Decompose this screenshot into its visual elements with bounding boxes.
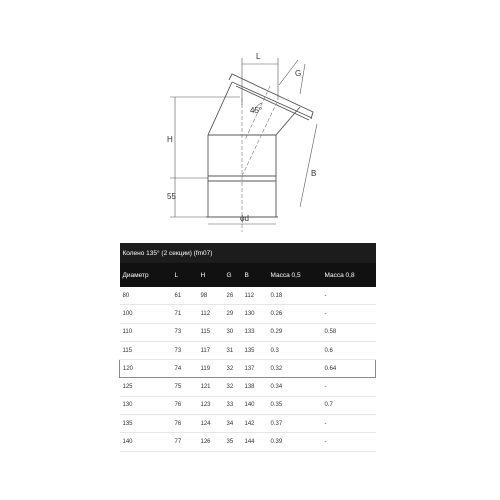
table-cell: 0.64 xyxy=(322,360,376,378)
table-cell: 75 xyxy=(172,378,198,396)
table-cell: 0.26 xyxy=(268,305,322,323)
table-cell: 130 xyxy=(242,305,268,323)
table-cell: - xyxy=(322,378,376,396)
table-cell: 126 xyxy=(198,433,224,451)
table-cell: 76 xyxy=(172,415,198,433)
table-cell: 142 xyxy=(242,415,268,433)
column-header: G xyxy=(224,263,242,287)
table-cell: 35 xyxy=(224,433,242,451)
table-cell: 120 xyxy=(120,360,172,378)
table-cell: 100 xyxy=(120,305,172,323)
table-cell: 130 xyxy=(120,396,172,414)
table-cell: 121 xyxy=(198,378,224,396)
table-cell: 124 xyxy=(198,415,224,433)
table-header-row xyxy=(120,263,376,287)
table-cell: 32 xyxy=(224,360,242,378)
table-cell: 0.18 xyxy=(268,287,322,305)
column-header: Масса 0,8 xyxy=(322,263,376,287)
table-cell: 140 xyxy=(120,433,172,451)
table-cell: 34 xyxy=(224,415,242,433)
table-title: Колено 135° (2 секции) (fm07) xyxy=(120,243,376,263)
table-cell: 0.35 xyxy=(268,396,322,414)
table-cell: 33 xyxy=(224,396,242,414)
dim-label-L: L xyxy=(256,52,261,61)
column-header: H xyxy=(198,263,224,287)
table-cell: 135 xyxy=(242,341,268,359)
table-body xyxy=(120,287,376,451)
table-row xyxy=(120,341,376,359)
table-row xyxy=(120,287,376,305)
table-cell: 0.37 xyxy=(268,415,322,433)
table-cell: 73 xyxy=(172,341,198,359)
table-cell: 73 xyxy=(172,323,198,341)
table-cell: 0.39 xyxy=(268,433,322,451)
dimensions-table xyxy=(119,243,376,452)
table-row xyxy=(120,433,376,451)
dim-label-angle: 45° xyxy=(250,106,263,115)
table-cell: 26 xyxy=(224,287,242,305)
table-cell: 123 xyxy=(198,396,224,414)
table-cell: - xyxy=(322,433,376,451)
table-cell: 76 xyxy=(172,396,198,414)
dimension-lines xyxy=(170,58,317,224)
table-cell: 112 xyxy=(198,305,224,323)
table-cell: 115 xyxy=(198,323,224,341)
dim-label-H: H xyxy=(167,135,173,144)
table-cell: 110 xyxy=(120,323,172,341)
column-header: B xyxy=(242,263,268,287)
table-row xyxy=(120,323,376,341)
table-cell: - xyxy=(322,287,376,305)
table-cell: 135 xyxy=(120,415,172,433)
table-cell: 32 xyxy=(224,378,242,396)
table-cell: - xyxy=(322,305,376,323)
table-cell: 71 xyxy=(172,305,198,323)
table-cell: 31 xyxy=(224,341,242,359)
dim-label-G: G xyxy=(295,69,302,78)
table-cell: 80 xyxy=(120,287,172,305)
table-cell: 0.6 xyxy=(322,341,376,359)
table-cell: 119 xyxy=(198,360,224,378)
table-cell: 137 xyxy=(242,360,268,378)
table-row xyxy=(120,396,376,414)
table-title-row xyxy=(120,243,376,263)
table-cell: - xyxy=(322,415,376,433)
table-cell: 125 xyxy=(120,378,172,396)
table-cell: 140 xyxy=(242,396,268,414)
table-cell: 0.3 xyxy=(268,341,322,359)
elbow-outline xyxy=(206,74,313,217)
table-cell: 117 xyxy=(198,341,224,359)
table-row xyxy=(120,415,376,433)
table-row xyxy=(120,360,376,378)
table-cell: 0.7 xyxy=(322,396,376,414)
dim-label-55: 55 xyxy=(167,192,176,201)
table-cell: 115 xyxy=(120,341,172,359)
table-row xyxy=(120,305,376,323)
table-cell: 74 xyxy=(172,360,198,378)
table-cell: 0.58 xyxy=(322,323,376,341)
table-cell: 30 xyxy=(224,323,242,341)
dim-label-diameter: ϕd xyxy=(240,214,249,223)
dim-label-B: B xyxy=(311,169,317,178)
table-cell: 0.32 xyxy=(268,360,322,378)
table-cell: 61 xyxy=(172,287,198,305)
table-cell: 0.29 xyxy=(268,323,322,341)
column-header: Масса 0,5 xyxy=(268,263,322,287)
table-cell: 77 xyxy=(172,433,198,451)
column-header: Диаметр xyxy=(120,263,172,287)
table-cell: 133 xyxy=(242,323,268,341)
table-row xyxy=(120,378,376,396)
table-cell: 98 xyxy=(198,287,224,305)
table-cell: 112 xyxy=(242,287,268,305)
table-cell: 138 xyxy=(242,378,268,396)
elbow-technical-drawing xyxy=(0,0,500,235)
table-cell: 0.34 xyxy=(268,378,322,396)
table-cell: 144 xyxy=(242,433,268,451)
table-cell: 29 xyxy=(224,305,242,323)
column-header: L xyxy=(172,263,198,287)
